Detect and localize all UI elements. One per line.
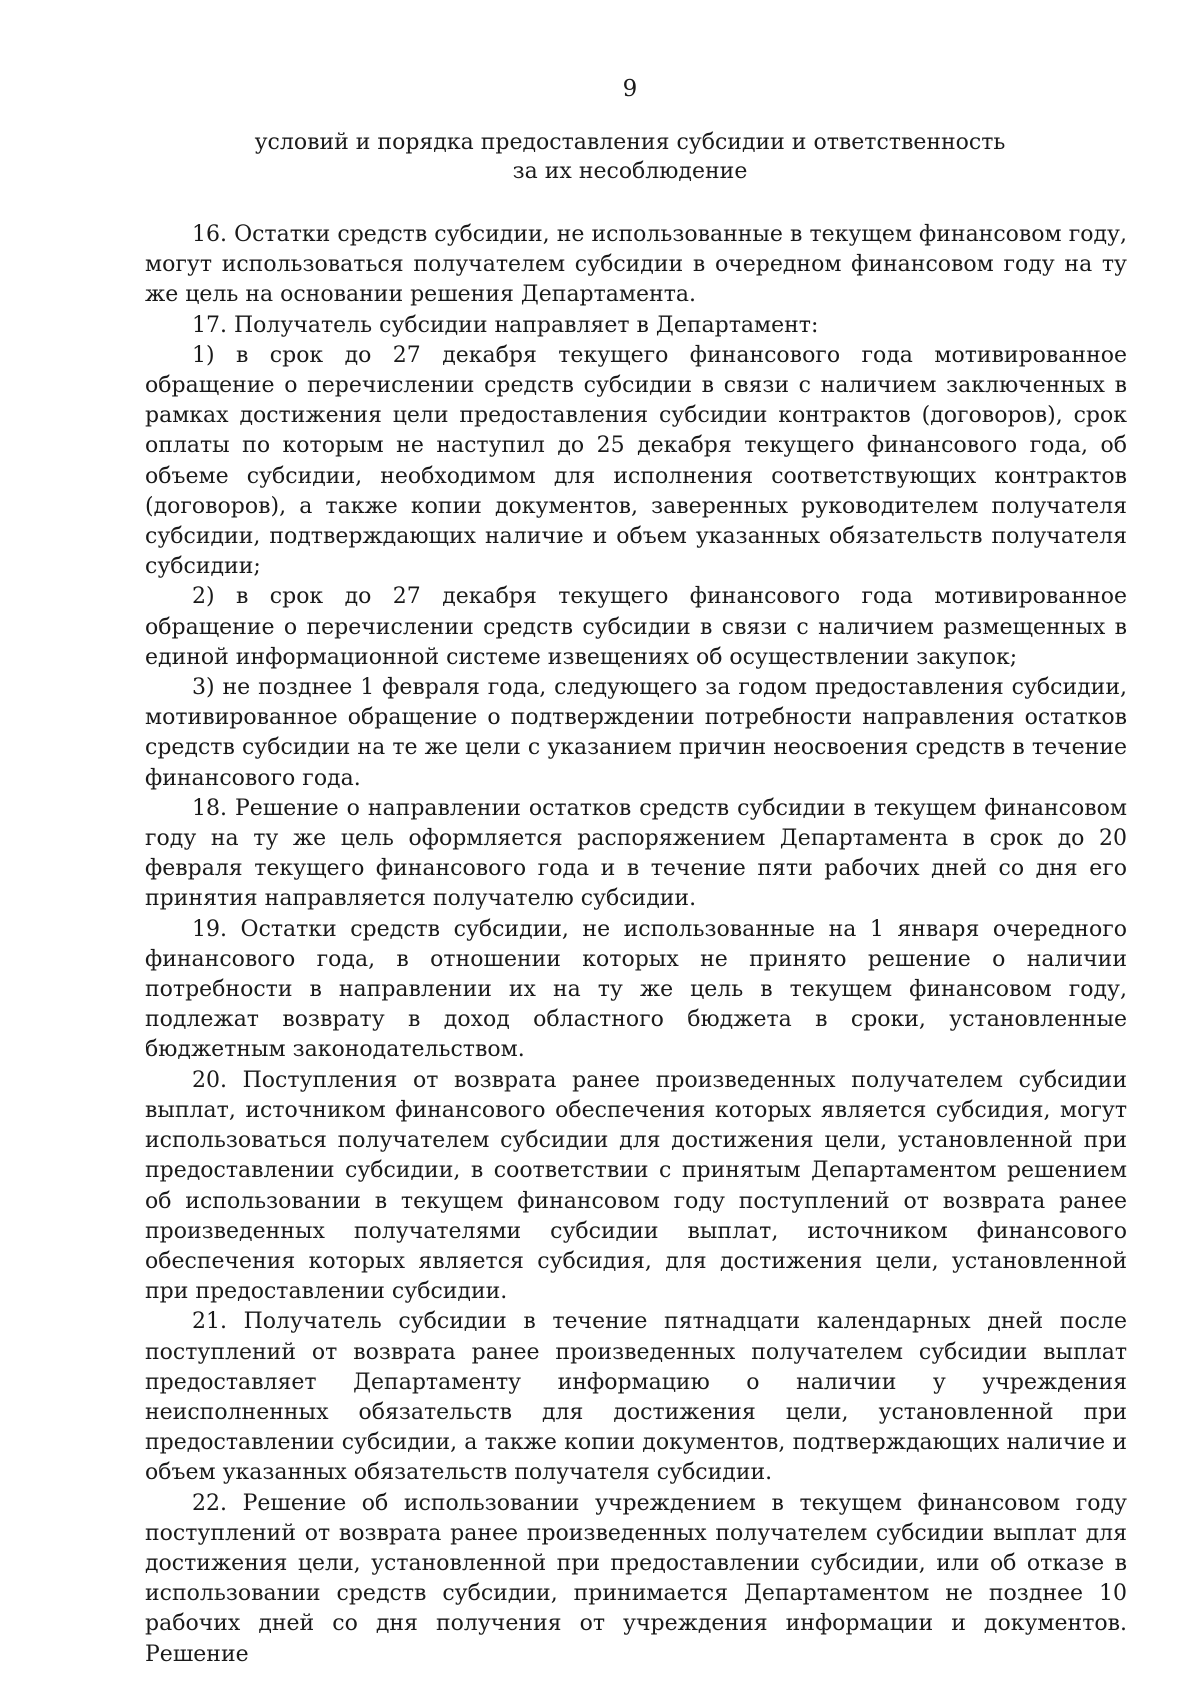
section-heading-line-2: за их несоблюдение xyxy=(512,159,748,184)
section-heading xyxy=(145,128,1115,186)
paragraph-19: 19. Остатки средств субсидии, не использованные на 1 января очередного финансового года, в отношении которых не принято решение о наличии потребности в направлении их на ту же цель в текущем финансовом году, подлежат возврату в доход областного бюджета в сроки, установленные бюджетным законодательством. xyxy=(145,916,1127,1063)
page-number: 9 xyxy=(622,76,638,102)
paragraph-18: 18. Решение о направлении остатков средств субсидии в текущем финансовом году на ту же цель оформляется распоряжением Департамента в срок до 20 февраля текущего финансового года и в течение пяти рабочих дней со дня его принятия направляется получателю субсидии. xyxy=(145,795,1127,912)
paragraph-17-item-1: 1) в срок до 27 декабря текущего финансового года мотивированное обращение о перечислении средств субсидии в связи с наличием заключенных в рамках достижения цели предоставления субсидии контрактов (договоров), срок оплаты по которым не наступил до 25 декабря текущего финансового года, об объеме субсидии, необходимом для исполнения соответствующих контрактов (договоров), а также копии документов, заверенных руководителем получателя субсидии, подтверждающих наличие и объем указанных обязательств получателя субсидии; xyxy=(145,342,1127,580)
paragraph-17-item-3: 3) не позднее 1 февраля года, следующего за годом предоставления субсидии, мотивированное обращение о подтверждении потребности направления остатков средств субсидии на те же цели с указанием причин неосвоения средств в течение финансового года. xyxy=(145,675,1127,791)
section-heading-line-1: условий и порядка предоставления субсидии и ответственность xyxy=(254,130,1006,155)
paragraph-22: 22. Решение об использовании учреждением в текущем финансовом году поступлений от возврата ранее произведенных получателем субсидии выплат для достижения цели, установленной при предоставлении субсидии, или об отказе в использовании средств субсидии, принимается Департаментом не позднее 10 рабочих дней со дня получения от учреждения информации и документов. Решение xyxy=(145,1490,1127,1667)
paragraph-20: 20. Поступления от возврата ранее произведенных получателем субсидии выплат, источником финансового обеспечения которых является субсидия, могут использоваться получателем субсидии для достижения цели, установленной при предоставлении субсидии, в соответствии с принятым Департаментом решением об использовании в текущем финансовом году поступлений от возврата ранее произведенных получателями субсидии выплат, источником финансового обеспечения которых является субсидия, для достижения цели, установленной при предоставлении субсидии. xyxy=(145,1067,1127,1305)
document-body xyxy=(145,220,1127,1670)
paragraph-21: 21. Получатель субсидии в течение пятнадцати календарных дней после поступлений от возврата ранее произведенных получателем субсидии выплат предоставляет Департаменту информацию о наличии у учреждения неисполненных обязательств для достижения цели, установленной при предоставлении субсидии, а также копии документов, подтверждающих наличие и объем указанных обязательств получателя субсидии. xyxy=(145,1309,1127,1486)
paragraph-17: 17. Получатель субсидии направляет в Департамент: xyxy=(192,312,819,338)
paragraph-17-item-2: 2) в срок до 27 декабря текущего финансового года мотивированное обращение о перечислении средств субсидии в связи с наличием размещенных в единой информационной системе извещениях об осуществлении закупок; xyxy=(145,584,1127,670)
paragraph-16: 16. Остатки средств субсидии, не использованные в текущем финансовом году, могут использоваться получателем субсидии в очередном финансовом году на ту же цель на основании решения Департамента. xyxy=(145,222,1127,308)
